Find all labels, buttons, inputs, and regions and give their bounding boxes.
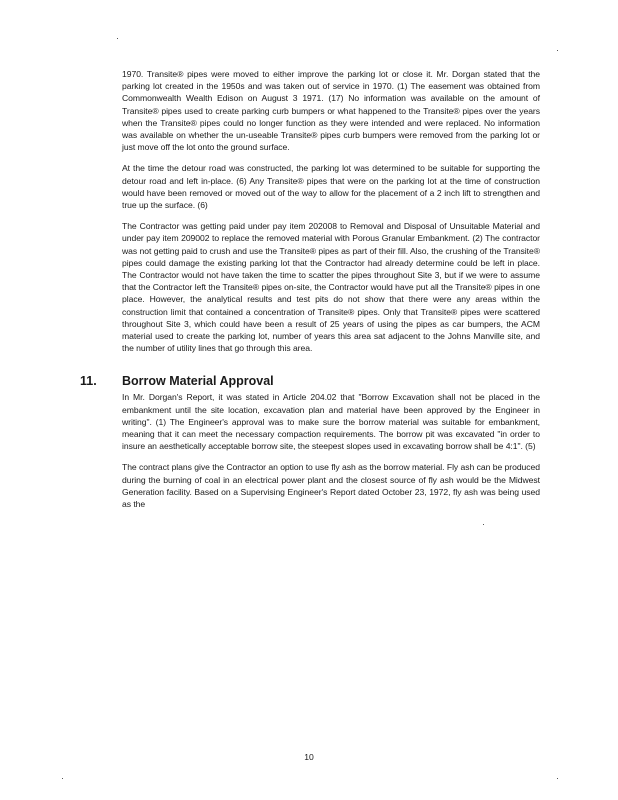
body-paragraph: At the time the detour road was constructed, the parking lot was determined to be suitable for supporting the detour road and left in-place. (6) Any Transite® pipes that were on the parking lot at the time of construction would have been removed or moved out of the way to allow for the placement of a 2 inch lift to strengthen and true up the surface. (6) [122,163,540,211]
body-paragraph: 1970. Transite® pipes were moved to either improve the parking lot or close it. Mr. Dorgan stated that the parking lot created in the 1950s and was taken out of service in 1970. (1) The easement was obtained from Commonwealth Wealth Edison on August 3 1971. (17) No information was available on the amount of Transite® pipes used to create parking curb bumpers or what happened to the Transite® pipes over the years when the Transite® pipes could no longer function as they were intended and were replaced. No information was available on whether the un-useable Transite® pipes curb bumpers were removed from the parking lot or just move off the lot onto the ground surface. [122,69,540,153]
body-paragraph: The contract plans give the Contractor an option to use fly ash as the borrow material. Fly ash can be produced during the burning of coal in an electrical power plant and the closest source of fly ash would be the Midwest Generation facility. Based on a Supervising Engineer's Report dated October 23, 1972, fly ash was being used as the [122,462,540,510]
scan-speck [557,778,558,779]
section-number: 11. [80,374,97,389]
section-heading [80,373,540,389]
scan-speck [557,50,558,51]
section-title: Borrow Material Approval [122,374,274,389]
scan-speck [62,778,63,779]
scan-speck [483,524,484,525]
page-body [80,68,540,519]
scan-speck [117,38,118,39]
page-number: 10 [304,752,314,762]
body-paragraph: In Mr. Dorgan's Report, it was stated in Article 204.02 that "Borrow Excavation shall not be placed in the embankment until the site location, excavation plan and material have been approved by the Engineer in writing". (1) The Engineer's approval was to make sure the borrow material was suitable for embankment, meaning that it can meet the necessary compaction requirements. The borrow pit was excavated "in order to insure an aesthetically acceptable borrow site, the steepest slopes used in excavating borrow shall be 4:1". (5) [122,392,540,452]
body-paragraph: The Contractor was getting paid under pay item 202008 to Removal and Disposal of Unsuitable Material and under pay item 209002 to replace the removed material with Porous Granular Embankment. (2) The contractor was not getting paid to crush and use the Transite® pipes as part of their fill. Also, the crushing of the Transite® pipes could damage the existing parking lot that the Contractor had already determine could be left in place. The Contractor would not have taken the time to scatter the pipes throughout Site 3, but if we were to assume that the Contractor left the Transite® pipes on-site, the Contractor would have put all the Transite® pipes in one place. However, the analytical results and test pits do not show that there were any areas within the construction limit that contained a concentration of Transite® pipes. Only that Transite® pipes were scattered throughout Site 3, which could have been a result of 25 years of using the pipes as car bumpers, the ACM material used to create the parking lot, number of years this area sat adjacent to the Johns Manville site, and the number of utility lines that go through this area. [122,221,540,354]
section-borrow-material-approval [80,373,540,510]
